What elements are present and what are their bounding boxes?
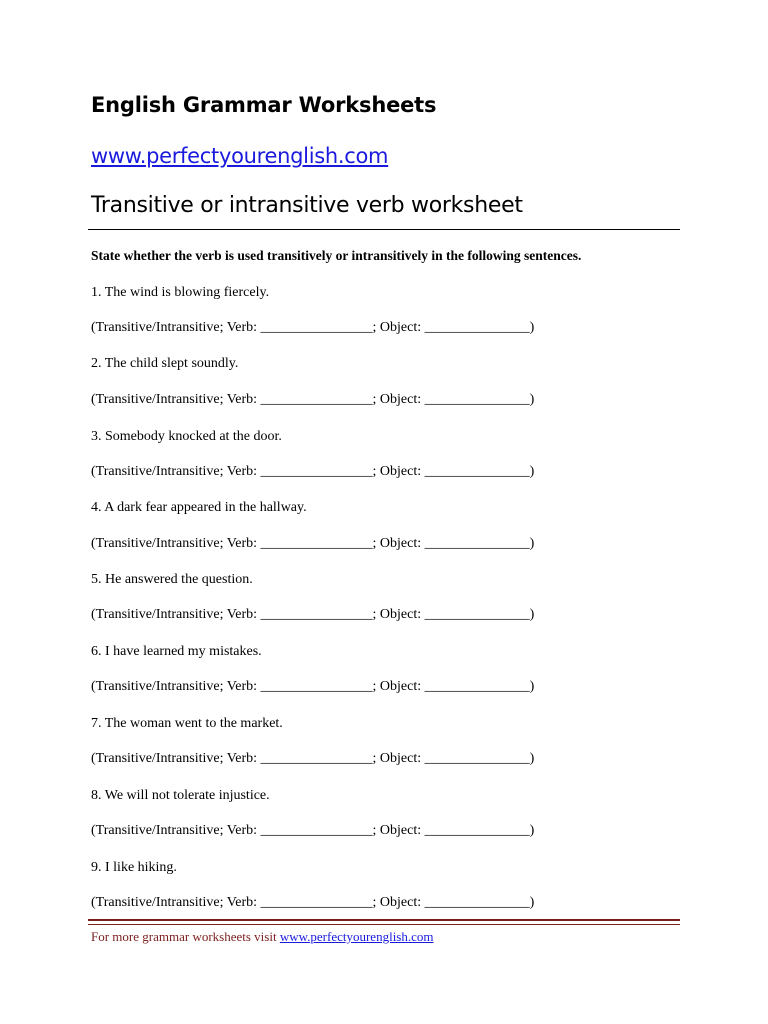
- answer-line-4: (Transitive/Intransitive; Verb: ________________; Object: _______________): [91, 536, 535, 551]
- question-7: 7. The woman went to the market.: [91, 716, 283, 731]
- question-8: 8. We will not tolerate injustice.: [91, 788, 270, 803]
- instructions: State whether the verb is used transitively or intransitively in the following sentences.: [91, 248, 582, 263]
- answer-line-8: (Transitive/Intransitive; Verb: ________________; Object: _______________): [91, 823, 535, 838]
- answer-line-3: (Transitive/Intransitive; Verb: ________________; Object: _______________): [91, 464, 535, 479]
- answer-line-2: (Transitive/Intransitive; Verb: ________________; Object: _______________): [91, 392, 535, 407]
- worksheet-subtitle: Transitive or intransitive verb worksheet: [91, 193, 523, 218]
- question-2: 2. The child slept soundly.: [91, 356, 239, 371]
- site-link[interactable]: www.perfectyourenglish.com: [91, 144, 389, 168]
- footer-text: For more grammar worksheets visit: [91, 929, 280, 944]
- question-4: 4. A dark fear appeared in the hallway.: [91, 500, 307, 515]
- answer-line-9: (Transitive/Intransitive; Verb: ________________; Object: _______________): [91, 895, 535, 910]
- footer: [91, 929, 434, 945]
- answer-line-1: (Transitive/Intransitive; Verb: ________________; Object: _______________): [91, 320, 535, 335]
- question-6: 6. I have learned my mistakes.: [91, 644, 262, 659]
- footer-divider-thin: [88, 924, 680, 925]
- footer-divider-thick: [88, 919, 680, 921]
- question-5: 5. He answered the question.: [91, 572, 253, 587]
- page-title: English Grammar Worksheets: [91, 93, 437, 117]
- answer-line-5: (Transitive/Intransitive; Verb: ________________; Object: _______________): [91, 607, 535, 622]
- question-3: 3. Somebody knocked at the door.: [91, 429, 282, 444]
- question-1: 1. The wind is blowing fiercely.: [91, 285, 270, 300]
- footer-link[interactable]: www.perfectyourenglish.com: [279, 929, 434, 944]
- answer-line-6: (Transitive/Intransitive; Verb: ________________; Object: _______________): [91, 679, 535, 694]
- header-divider: [88, 229, 680, 230]
- answer-line-7: (Transitive/Intransitive; Verb: ________________; Object: _______________): [91, 751, 535, 766]
- question-9: 9. I like hiking.: [91, 860, 177, 875]
